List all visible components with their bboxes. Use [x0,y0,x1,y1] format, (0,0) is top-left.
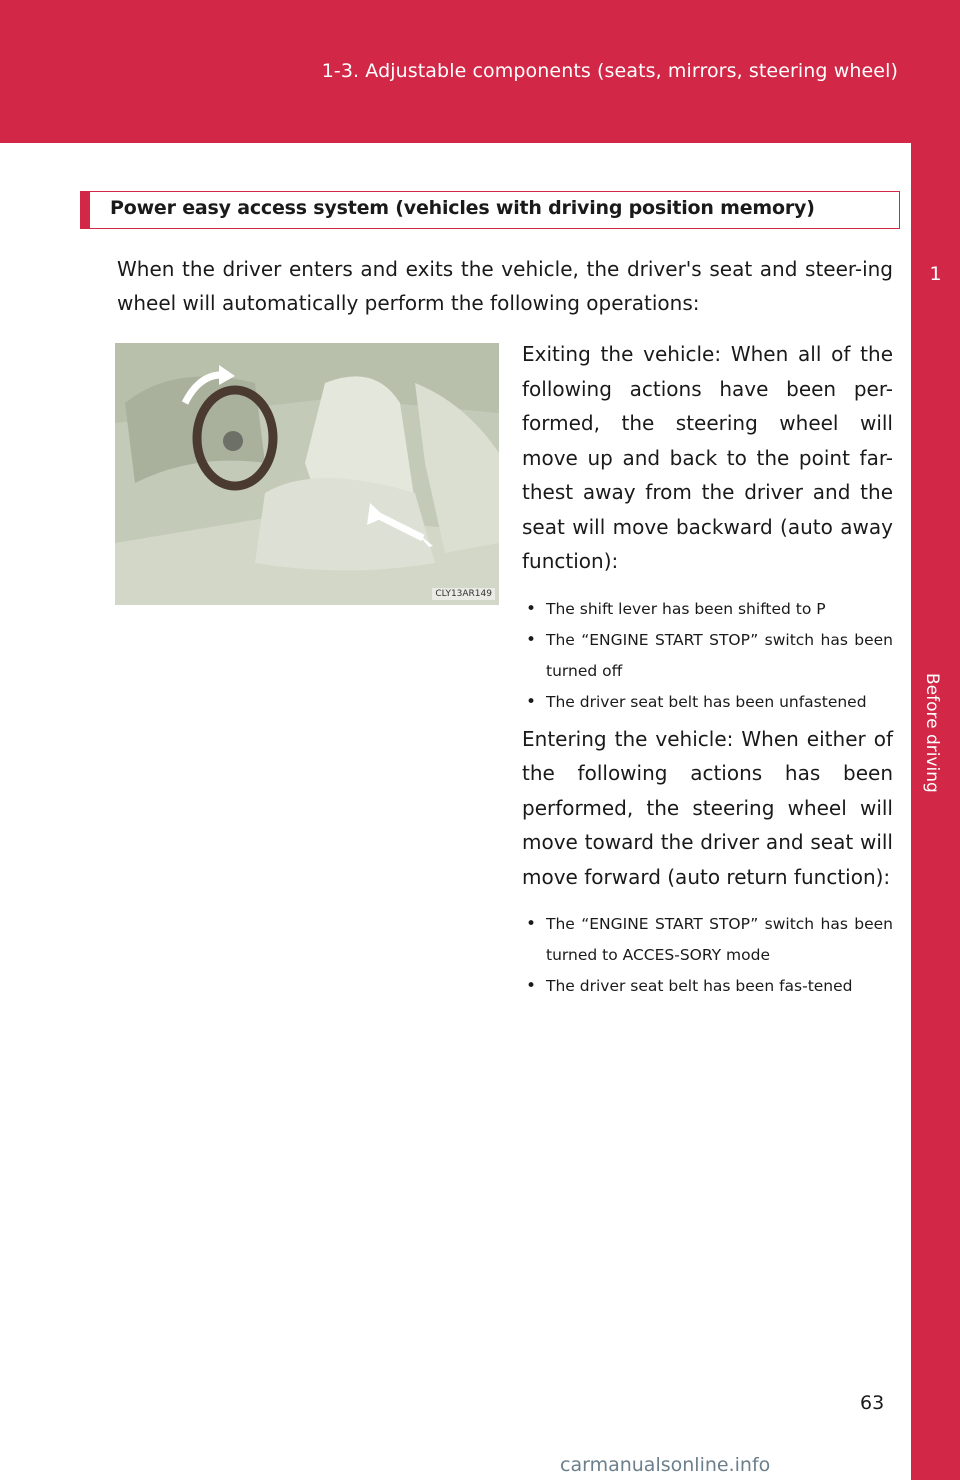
list-item: • The driver seat belt has been fas-tened [526,976,853,996]
watermark[interactable]: carmanualsonline.info [560,1454,771,1476]
section-heading [80,191,900,229]
exiting-paragraph: Exiting the vehicle: When all of the following actions have been per-formed, the steering wheel will move up and back to the point far-thest away from the driver and the seat will move backward (auto away function): [522,342,893,573]
list-item: • The “ENGINE START STOP” switch has been turned to ACCES-SORY mode [526,914,893,964]
list-item: • The shift lever has been shifted to P [526,598,826,619]
entering-conditions-list [522,909,893,1002]
chapter-section-title: 1-3. Adjustable components (seats, mirrors, steering wheel) [321,60,898,82]
list-item: • The driver seat belt has been unfastened [526,691,867,712]
entering-paragraph: Entering the vehicle: When either of the following actions has been performed, the steering wheel will move toward the driver and seat will move forward (auto return function): [522,726,893,889]
chapter-number: 1 [929,263,942,285]
illustration-svg [115,343,499,605]
exiting-conditions-list [522,594,893,718]
section-heading-text: Power easy access system (vehicles with driving position memory) [110,197,815,219]
chapter-side-tab[interactable] [911,143,960,1480]
figure-code: CLY13AR149 [432,588,495,600]
page-number: 63 [860,1392,885,1414]
right-column [522,337,893,1006]
header-band [0,0,960,143]
list-item: • The “ENGINE START STOP” switch has been turned off [526,629,893,680]
heading-marker [81,192,90,228]
chapter-label: Before driving [922,673,942,793]
intro-paragraph: When the driver enters and exits the vehicle, the driver's seat and steer-ing wheel will automatically perform the following operations: [117,257,893,315]
seat-steering-illustration [115,343,499,605]
